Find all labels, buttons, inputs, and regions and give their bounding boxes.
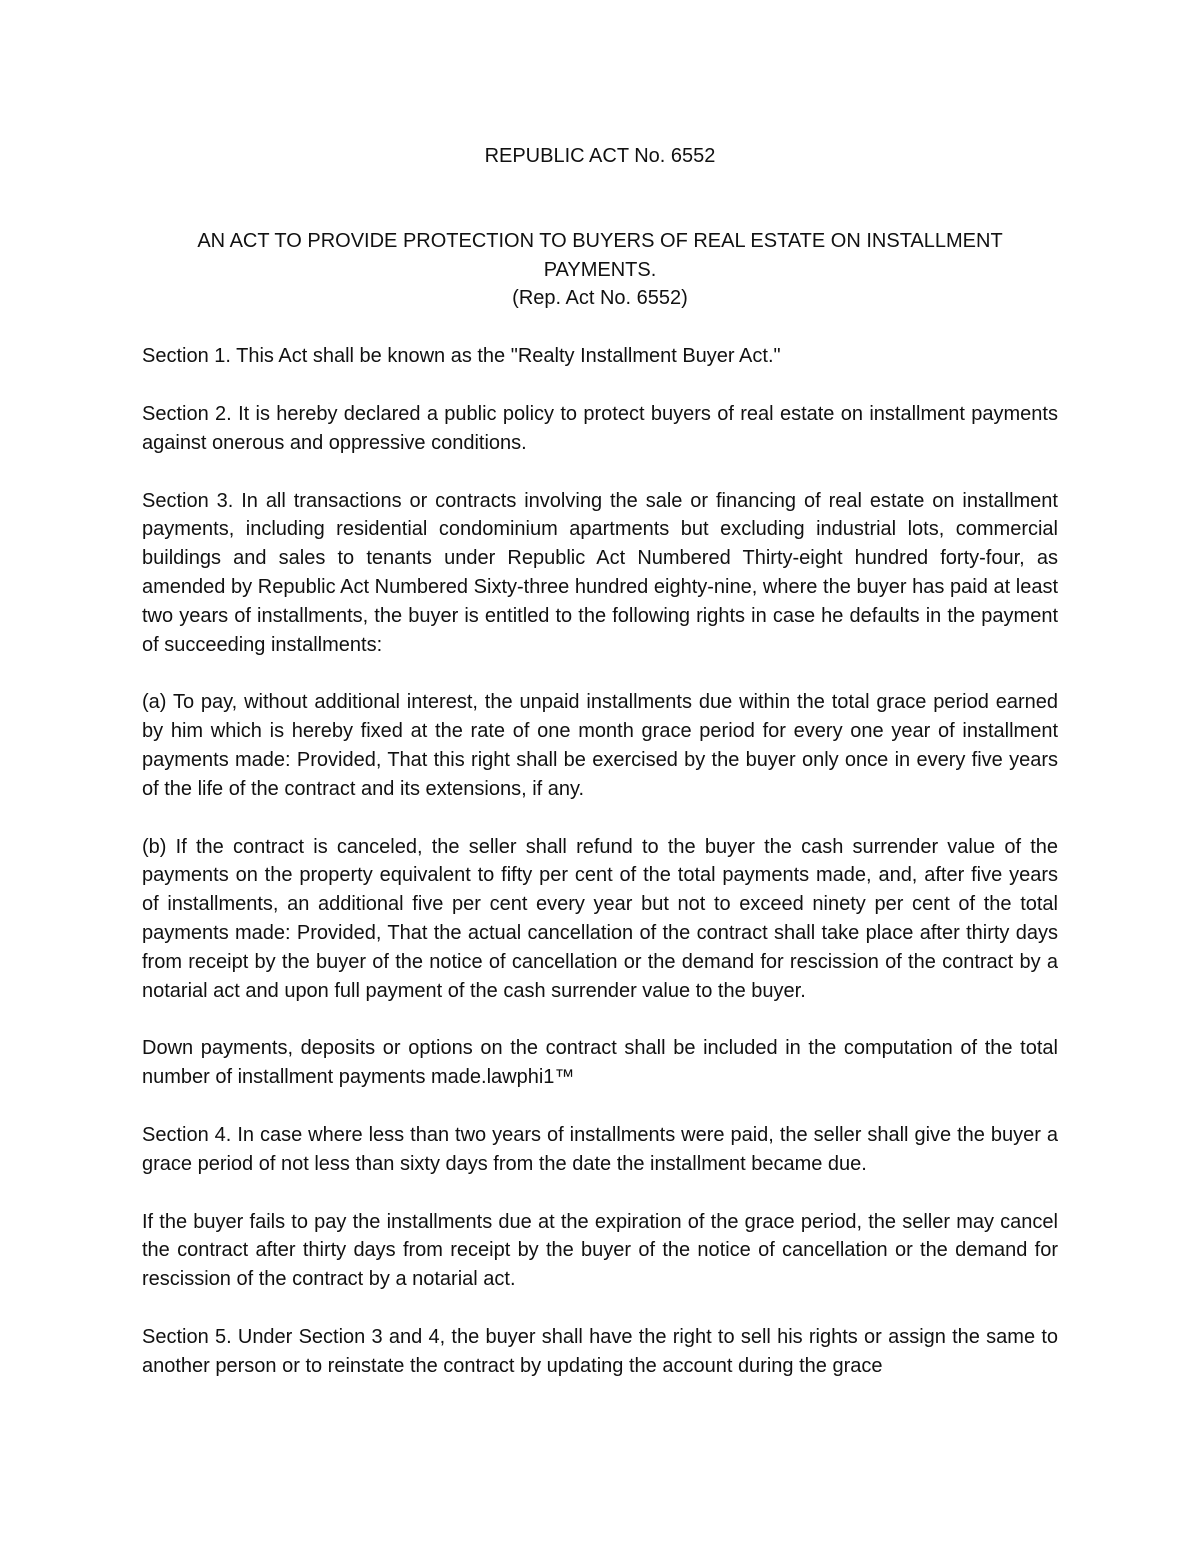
section-5-paragraph: Section 5. Under Section 3 and 4, the buyer shall have the right to sell his rights or assign the same to another person or to reinstate the contract by updating the account during the grace (142, 1325, 1058, 1377)
clause-b-paragraph: (b) If the contract is canceled, the seller shall refund to the buyer the cash surrender value of the payments on the property equivalent to fifty per cent of the total payments made, and, after five years of installments, an additional five per cent every year but not to exceed ninety per cent of the total payments made: Provided, That the actual cancellation of the contract shall take place after thirty days from receipt by the buyer of the notice of cancellation or the demand for rescission of the contract by a notarial act and upon full payment of the cash surrender value to the buyer. (142, 835, 1058, 1002)
section-2-paragraph: Section 2. It is hereby declared a public policy to protect buyers of real estate on installment payments against onerous and oppressive conditions. (142, 402, 1058, 454)
subtitle-line: AN ACT TO PROVIDE PROTECTION TO BUYERS OF REAL ESTATE ON INSTALLMENT PAYMENTS. (197, 229, 1003, 281)
document-title: REPUBLIC ACT No. 6552 (484, 145, 716, 167)
document-subtitle (142, 227, 1058, 313)
section-1-paragraph: Section 1. This Act shall be known as the "Realty Installment Buyer Act." (142, 345, 781, 368)
grace-period-paragraph: If the buyer fails to pay the installments due at the expiration of the grace period, the seller may cancel the contract after thirty days from receipt by the buyer of the notice of cancellation or the demand for rescission of the contract by a notarial act. (142, 1210, 1058, 1291)
section-4-paragraph: Section 4. In case where less than two years of installments were paid, the seller shall give the buyer a grace period of not less than sixty days from the date the installment became due. (142, 1123, 1058, 1175)
subtitle-reference: (Rep. Act No. 6552) (512, 287, 688, 310)
down-payments-paragraph: Down payments, deposits or options on the contract shall be included in the computation of the total number of installment payments made.lawphi1™ (142, 1037, 1058, 1089)
section-3-paragraph: Section 3. In all transactions or contracts involving the sale or financing of real estate on installment payments, including residential condominium apartments but excluding industrial lots, commercial buildings and sales to tenants under Republic Act Numbered Thirty-eight hundred forty-four, as amended by Republic Act Numbered Sixty-three hundred eighty-nine, where the buyer has paid at least two years of installments, the buyer is entitled to the following rights in case he defaults in the payment of succeeding installments: (142, 489, 1058, 656)
clause-a-paragraph: (a) To pay, without additional interest, the unpaid installments due within the total grace period earned by him which is hereby fixed at the rate of one month grace period for every one year of installment payments made: Provided, That this right shall be exercised by the buyer only once in every five years of the life of the contract and its extensions, if any. (142, 691, 1058, 800)
document-body (142, 142, 1058, 1381)
